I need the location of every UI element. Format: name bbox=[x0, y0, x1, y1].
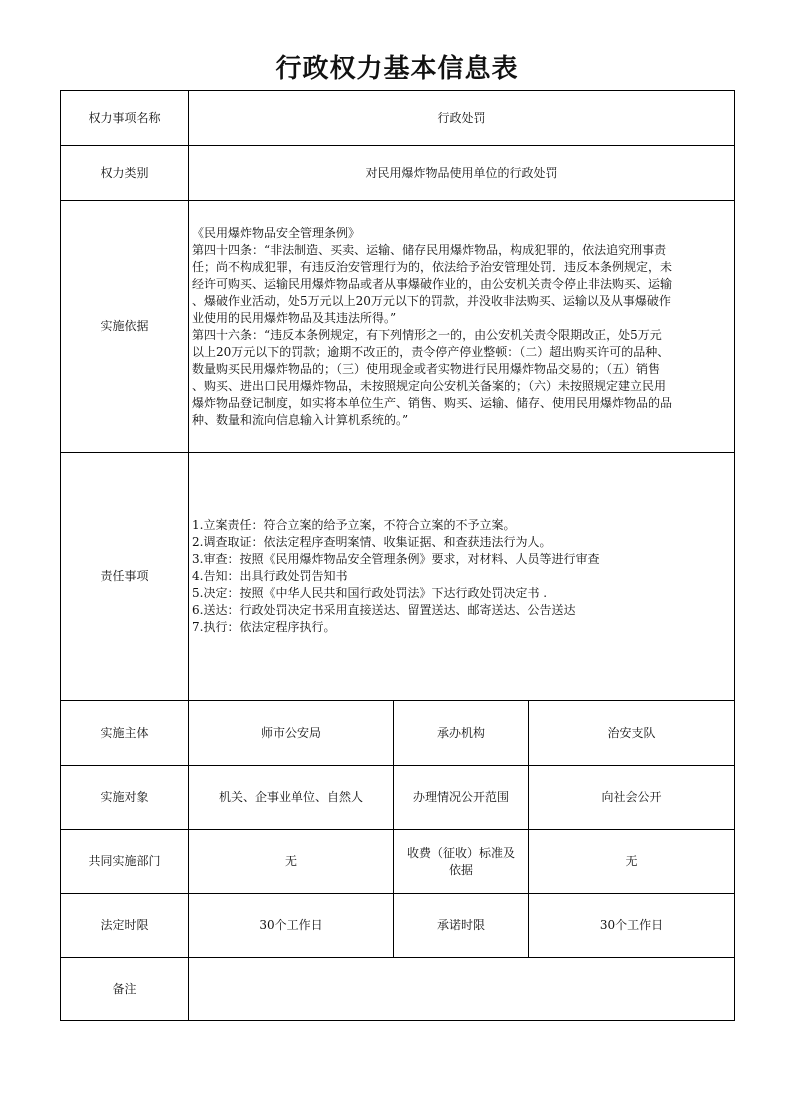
text-line: 第四十四条：“非法制造、买卖、运输、储存民用爆炸物品，构成犯罪的，依法追究刑事责 bbox=[192, 242, 667, 257]
row-time bbox=[61, 894, 735, 958]
label: 承办机构 bbox=[394, 701, 529, 766]
label: 收费（征收）标准及依据 bbox=[394, 830, 529, 894]
label: 备注 bbox=[61, 958, 189, 1021]
row-basis bbox=[61, 201, 735, 453]
duties-text bbox=[189, 453, 735, 701]
text-line: 第四十六条：“违反本条例规定，有下列情形之一的，由公安机关责令限期改正，处5万元 bbox=[192, 327, 662, 342]
text-line: 、爆破作业活动，处5万元以上20万元以下的罚款，并没收非法购买、运输以及从事爆破作 bbox=[192, 293, 671, 308]
value: 对民用爆炸物品使用单位的行政处罚 bbox=[189, 146, 735, 201]
text-line: 、购买、进出口民用爆炸物品，未按照规定向公安机关备案的；（六）未按照规定建立民用 bbox=[192, 378, 667, 393]
label: 实施依据 bbox=[61, 201, 189, 453]
label: 承诺时限 bbox=[394, 894, 529, 958]
label: 实施对象 bbox=[61, 766, 189, 830]
row-target bbox=[61, 766, 735, 830]
text-line: 4.告知：出具行政处罚告知书 bbox=[192, 569, 348, 583]
value: 无 bbox=[529, 830, 735, 894]
basis-text bbox=[189, 201, 735, 453]
value: 师市公安局 bbox=[189, 701, 394, 766]
text-line: 爆炸物品登记制度，如实将本单位生产、销售、购买、运输、储存、使用民用爆炸物品的品 bbox=[192, 395, 673, 410]
row-category bbox=[61, 146, 735, 201]
label: 权力类别 bbox=[61, 146, 189, 201]
value: 30个工作日 bbox=[529, 894, 735, 958]
text-line: 数量购买民用爆炸物品的；（三）使用现金或者实物进行民用爆炸物品交易的；（五）销售 bbox=[192, 361, 661, 376]
text-line: 5.决定：按照《中华人民共和国行政处罚法》下达行政处罚决定书 . bbox=[192, 586, 548, 600]
text-line: 以上20万元以下的罚款；逾期不改正的，责令停产停业整顿：（二）超出购买许可的品种、 bbox=[192, 344, 670, 359]
label: 责任事项 bbox=[61, 453, 189, 701]
page-title: 行政权力基本信息表 bbox=[275, 54, 519, 84]
value: 30个工作日 bbox=[189, 894, 394, 958]
text-line: 种、数量和流向信息输入计算机系统的。” bbox=[192, 412, 409, 427]
text-line: 业使用的民用爆炸物品及其违法所得。” bbox=[192, 310, 397, 325]
text-line: 任；尚不构成犯罪，有违反治安管理行为的，依法给予治安管理处罚．违反本条例规定，未 bbox=[192, 259, 673, 274]
value: 治安支队 bbox=[529, 701, 735, 766]
value: 无 bbox=[189, 830, 394, 894]
text-line: 7.执行：依法定程序执行。 bbox=[192, 620, 336, 634]
info-table bbox=[60, 90, 735, 1021]
label: 共同实施部门 bbox=[61, 830, 189, 894]
text-line: 2.调查取证：依法定程序查明案情、收集证据、和查获违法行为人。 bbox=[192, 535, 552, 549]
text-line: 6.送达：行政处罚决定书采用直接送达、留置送达、邮寄送达、公告送达 bbox=[192, 603, 576, 617]
text-line: 经许可购买、运输民用爆炸物品或者从事爆破作业的，由公安机关责令停止非法购买、运输 bbox=[192, 276, 673, 291]
label: 法定时限 bbox=[61, 894, 189, 958]
text-line: 1.立案责任：符合立案的给予立案，不符合立案的不予立案。 bbox=[192, 518, 516, 532]
value: 行政处罚 bbox=[189, 91, 735, 146]
row-joint bbox=[61, 830, 735, 894]
label: 权力事项名称 bbox=[61, 91, 189, 146]
row-duties bbox=[61, 453, 735, 701]
value bbox=[189, 958, 735, 1021]
label: 办理情况公开范围 bbox=[394, 766, 529, 830]
label: 实施主体 bbox=[61, 701, 189, 766]
value: 机关、企事业单位、自然人 bbox=[189, 766, 394, 830]
row-name bbox=[61, 91, 735, 146]
row-subject bbox=[61, 701, 735, 766]
text-line: 3.审查：按照《民用爆炸物品安全管理条例》要求，对材料、人员等进行审查 bbox=[192, 552, 600, 566]
text-line: 《民用爆炸物品安全管理条例》 bbox=[192, 225, 361, 240]
row-remark bbox=[61, 958, 735, 1021]
value: 向社会公开 bbox=[529, 766, 735, 830]
